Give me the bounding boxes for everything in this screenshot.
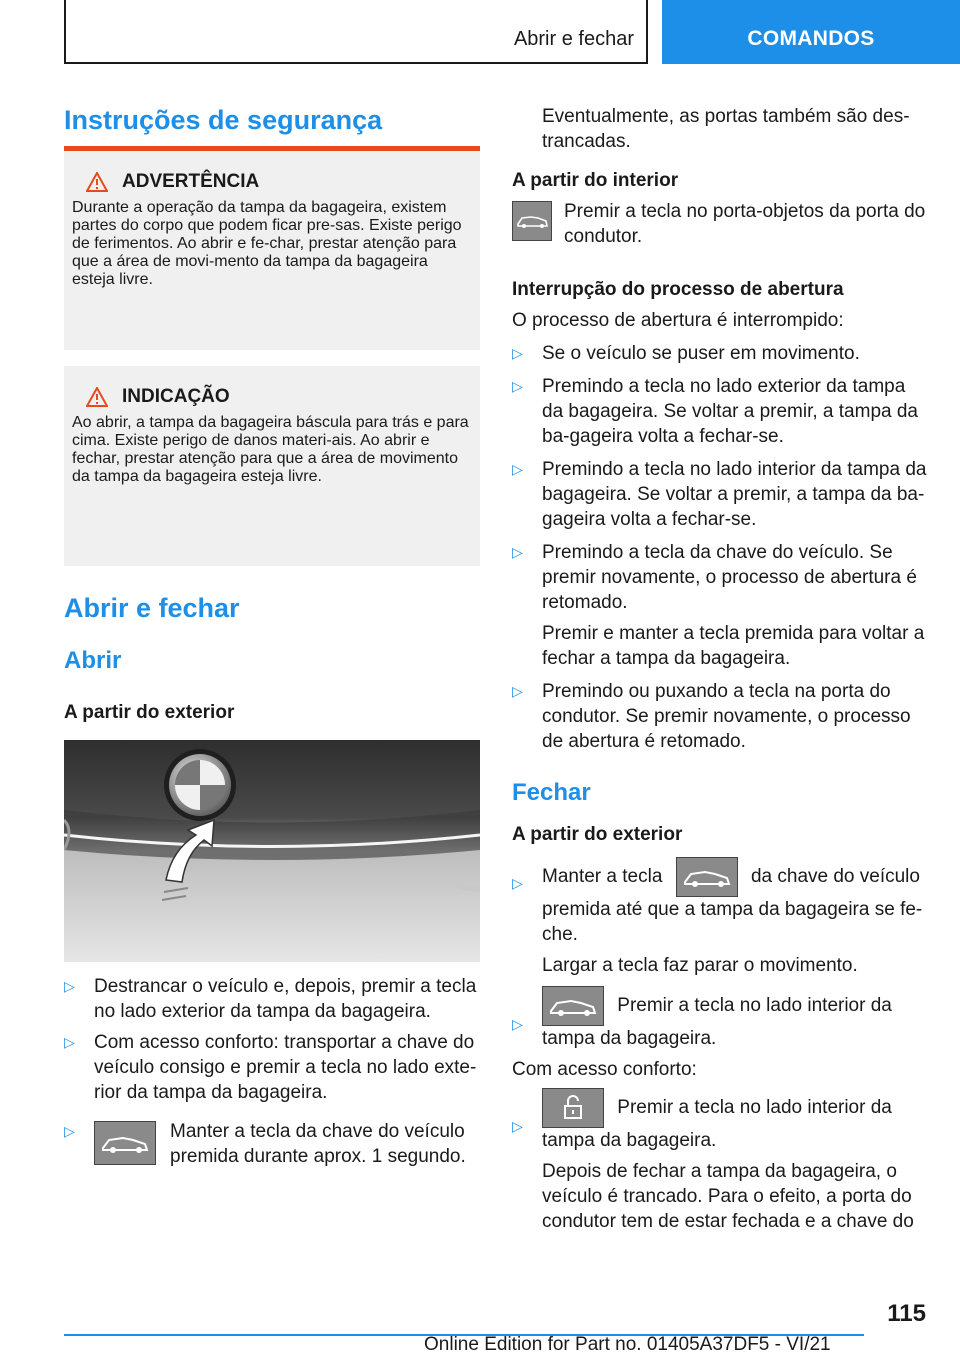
interior-heading: A partir do interior (512, 170, 679, 191)
car-trunk-key-icon (512, 201, 552, 241)
page-number: 115 (887, 1300, 926, 1327)
list-item: ▷ Destrancar o veículo e, depois, premir a tecla no lado exterior da tampa da bagageira. (64, 976, 477, 1022)
list-item: ▷ Manter a tecla da chave do veículo premida até que a tampa da bagageira se fe-che. (512, 857, 928, 947)
list-item: ▷ Premindo a tecla no lado exterior da tampa da bagageira. Se voltar a premir, a tampa da ba-gageira volta a fechar-se. (512, 376, 919, 447)
open-exterior-list (64, 974, 480, 1169)
warning-triangle-icon (86, 172, 108, 192)
close-exterior-heading: A partir do exterior (512, 824, 683, 845)
list-item: ▷ Premir a tecla no lado interior da tampa da bagageira. (512, 1088, 928, 1153)
interior-text: Premir a tecla no porta-objetos da porta do condutor. (564, 201, 926, 247)
safety-title: Instruções de segurança (64, 105, 383, 135)
notice-title: INDICAÇÃO (122, 386, 230, 407)
warning-triangle-icon (86, 387, 108, 407)
list-item: ▷ Se o veículo se puser em movimento. (512, 343, 860, 364)
warning-box (64, 146, 480, 350)
hold-text: Premir e manter a tecla premida para voltar a fechar a tampa da bagageira. (542, 623, 925, 669)
section-title: Abrir e fechar (64, 593, 240, 623)
footer-edition: Online Edition for Part no. 01405A37DF5 - VI/21 (424, 1334, 831, 1355)
notice-text: Ao abrir, a tampa da bagageira báscula para trás e para cima. Existe perigo de danos materi-ais. Ao abrir e fechar, prestar atenção para que a área de movimento da tampa da bagageira esteja livre. (72, 414, 469, 485)
comfort-heading: Com acesso conforto: (512, 1059, 697, 1080)
notice-box (64, 366, 480, 566)
list-item: ▷ Manter a tecla da chave do veículo premida durante aprox. 1 segundo. (64, 1121, 466, 1167)
car-trunk-key-icon (94, 1121, 156, 1165)
open-subtitle: Abrir (64, 647, 122, 674)
list-item: ▷ Com acesso conforto: transportar a chave do veículo consigo e premir a tecla no lado exte-rior da tampa da bagageira. (64, 1032, 477, 1103)
close-subtitle: Fechar (512, 779, 591, 806)
list-item: ▷ Premindo a tecla no lado interior da tampa da bagageira. Se voltar a premir, a tampa da ba-gageira volta a fechar-se. (512, 459, 927, 530)
warning-title: ADVERTÊNCIA (122, 171, 260, 192)
release-text: Largar a tecla faz parar o movimento. (542, 955, 858, 976)
interrupt-intro: O processo de abertura é interrompido: (512, 310, 844, 331)
car-trunk-button-icon (542, 986, 604, 1026)
trunk-button-photo (64, 740, 480, 962)
exterior-heading: A partir do exterior (64, 702, 235, 723)
car-trunk-key-icon (676, 857, 738, 897)
warning-text: Durante a operação da tampa da bagageira, existem partes do corpo que podem ficar pre-sas. Existe perigo de ferimentos. Ao abrir e fe-char, prestar atenção para que a área de movi-mento da tampa da bagageira esteja livre. (72, 199, 462, 288)
list-item: ▷ Premindo a tecla da chave do veículo. Se premir novamente, o processo de abertura é retomado. (512, 542, 917, 613)
list-item: ▷ Premindo ou puxando a tecla na porta do condutor. Se premir novamente, o processo de abertura é retomado. (512, 681, 911, 752)
interrupt-heading: Interrupção do processo de abertura (512, 279, 844, 300)
list-item: ▷ Premir a tecla no lado interior da tampa da bagageira. (512, 986, 928, 1051)
continued-text: Eventualmente, as portas também são des-trancadas. (542, 106, 910, 152)
after-text: Depois de fechar a tampa da bagageira, o veículo é trancado. Para o efeito, a porta do condutor tem de estar fechada e a chave do (542, 1161, 914, 1232)
lock-icon (542, 1088, 604, 1128)
header-tab-comandos: COMANDOS (662, 0, 960, 64)
header-section-title: Abrir e fechar (513, 28, 634, 50)
